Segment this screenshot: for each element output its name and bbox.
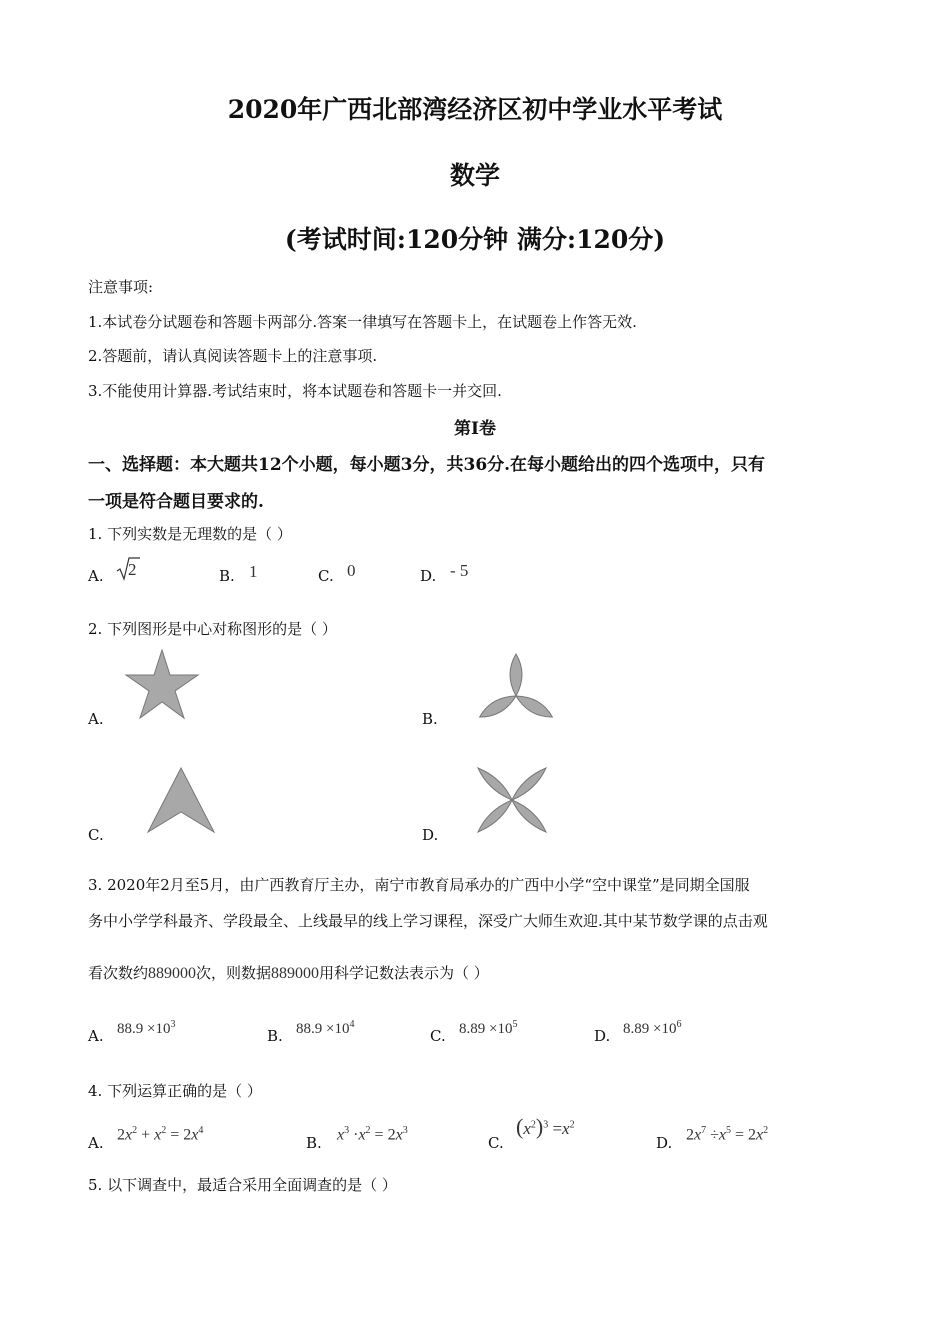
- exam-title: 2020年广西北部湾经济区初中学业水平考试: [227, 95, 723, 124]
- q3-text: 用科学记数法表示为（ ）: [319, 964, 489, 982]
- option-label: C.: [318, 567, 334, 585]
- option-value: $8.89 \times 10^5$: [459, 1019, 518, 1037]
- option-label: B.: [219, 567, 235, 585]
- section-instructions: 一、选择题：本大题共12个小题，每小题3分，共36分.在每小题给出的四个选项中，只有: [88, 455, 766, 475]
- part-title: 第I卷: [454, 419, 496, 439]
- option-label: D.: [656, 1134, 673, 1152]
- option-label: A.: [88, 710, 104, 728]
- q3-number: 889000: [271, 965, 320, 982]
- option-label: B.: [422, 710, 438, 728]
- question-3-line: 务中小学学科最齐、学段最全、上线最早的线上学习课程，深受广大师生欢迎.其中某节数学课的点击观: [88, 912, 768, 930]
- star-shape-icon: [124, 648, 200, 722]
- option-expression: $(x^2)^3 =x^2$: [516, 1114, 575, 1139]
- question-4-stem: 4. 下列运算正确的是（ ）: [88, 1082, 262, 1100]
- option-label: A.: [88, 567, 104, 585]
- option-label: D.: [594, 1027, 611, 1045]
- option-value: 2: [128, 560, 137, 579]
- notice-item: 1.本试卷分试题卷和答题卡两部分.答案一律填写在答题卡上，在试题卷上作答无效.: [88, 313, 637, 331]
- notice-heading: 注意事项:: [88, 278, 154, 296]
- q3-text: 看次数约: [88, 964, 149, 982]
- question-2-stem: 2. 下列图形是中心对称图形的是（ ）: [88, 620, 337, 638]
- option-value: $88.9 \times 10^4$: [296, 1019, 355, 1037]
- q3-number: 889000: [148, 965, 197, 982]
- option-label: A.: [88, 1027, 104, 1045]
- four-petal-shape-icon: [474, 764, 550, 836]
- option-label: C.: [430, 1027, 446, 1045]
- option-value: - 5: [450, 561, 469, 580]
- option-label: C.: [488, 1134, 504, 1152]
- option-label: B.: [306, 1134, 322, 1152]
- option-value: 0: [347, 561, 356, 580]
- option-expression: $2x^7 \div x^5 = 2x^2$: [686, 1125, 769, 1144]
- notice-item: 2.答题前，请认真阅读答题卡上的注意事项.: [88, 347, 378, 365]
- time-info: (考试时间:120分钟 满分:120分): [284, 225, 666, 254]
- option-label: D.: [420, 567, 437, 585]
- option-value: $88.9 \times 10^3$: [117, 1019, 176, 1037]
- subject-title: 数学: [449, 161, 500, 190]
- notice-item: 3.不能使用计算器.考试结束时，将本试题卷和答题卡一并交回.: [88, 382, 502, 400]
- option-expression: $x^3 \cdot x^2 = 2x^3$: [337, 1125, 408, 1144]
- question-5-stem: 5. 以下调查中，最适合采用全面调查的是（ ）: [88, 1176, 397, 1194]
- option-label: B.: [267, 1027, 283, 1045]
- q3-text: 次，则数据: [196, 964, 272, 982]
- three-petal-shape-icon: [478, 652, 556, 722]
- option-value: $8.89 \times 10^6$: [623, 1019, 682, 1037]
- option-label: C.: [88, 826, 104, 844]
- option-value: 1: [249, 562, 258, 581]
- section-instructions-cont: 一项是符合题目要求的.: [88, 492, 264, 512]
- option-label: A.: [88, 1134, 104, 1152]
- option-expression: $2x^2 + x^2 = 2x^4$: [117, 1125, 204, 1144]
- option-label: D.: [422, 826, 439, 844]
- arrowhead-shape-icon: [146, 766, 216, 836]
- question-3-line: [88, 962, 489, 983]
- question-1-stem: 1. 下列实数是无理数的是（ ）: [88, 525, 292, 543]
- question-3-line: 3. 2020年2月至5月，由广西教育厅主办，南宁市教育局承办的广西中小学“空中课堂”是同期全国服: [88, 876, 750, 894]
